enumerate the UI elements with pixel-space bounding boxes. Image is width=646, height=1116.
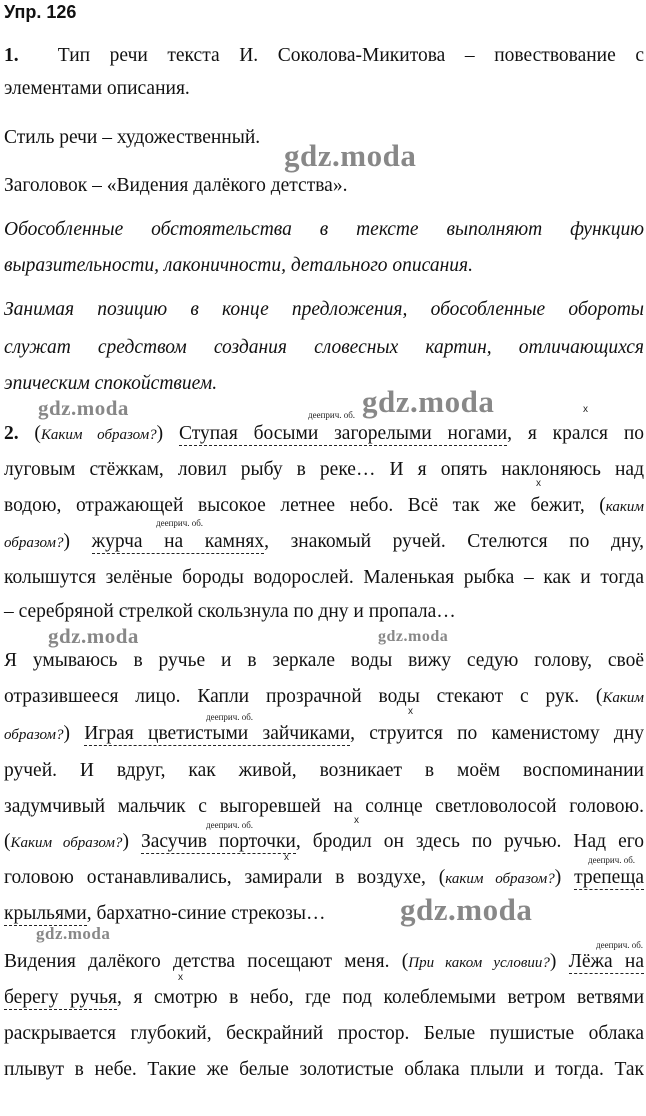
part3-line6: (Каким образом?) Засучив порточки, бродил он здесь по ручью. Над его	[4, 831, 644, 852]
annotation-deepr: дееприч. об.	[206, 820, 254, 830]
participle-phrase: берегу ручья	[4, 987, 117, 1008]
part3-line5: задумчивый мальчик с выгоревшей на солнце светловолосой головою.	[4, 796, 644, 817]
part4-line2	[4, 986, 644, 1010]
part1-line1	[4, 44, 644, 68]
part3-line3-rest: , струится по каменистому дну	[350, 723, 645, 744]
question-label: каким	[605, 499, 644, 515]
part4-line2-rest: , я смотрю в небо, где под колеблемыми ветром ветвями	[116, 987, 645, 1008]
part2-number: 2.	[4, 423, 19, 444]
part3-line7: головою останавливались, замирали в воздухе, (каким образом?) трепеща	[4, 867, 645, 888]
annotation-x: x	[178, 972, 183, 983]
part2-line2: луговым стёжкам, ловил рыбу в реке… И я опять наклоняюсь над	[4, 459, 644, 480]
watermark: gdz.moda	[362, 384, 495, 419]
participle-phrase: Засучив порточки	[140, 831, 296, 852]
question-label: Каким образом?	[10, 835, 123, 851]
question-label: Каким образом?	[40, 427, 157, 443]
watermark: gdz.moda	[36, 924, 111, 943]
part2-line4: образом?) журча на камнях, знакомый ручей. Стелются по дну,	[4, 531, 644, 552]
question-label: каким образом?	[445, 871, 555, 887]
part2-line6: – серебряной стрелкой скользнула по дну и пропала…	[4, 601, 456, 622]
part3-line8	[4, 902, 644, 926]
part3-line7-text: головою останавливались, замирали в воздухе, (	[4, 867, 446, 888]
exercise-title: Упр. 126	[4, 2, 77, 22]
italic2-line1: Занимая позицию в конце предложения, обособленные обороты	[4, 299, 644, 320]
part1-line2: элементами описания.	[4, 78, 190, 99]
part4-line1-text: Видения далёкого детства посещают меня. (	[4, 951, 409, 972]
speech-style-line: Стиль речи – художественный.	[4, 127, 261, 148]
annotation-x: x	[284, 852, 289, 863]
part1-line1-text: Тип речи текста И. Соколова-Микитова – повествование с	[57, 45, 645, 66]
part3-line2	[4, 685, 644, 710]
italic2-line3: эпическим спокойствием.	[4, 373, 218, 394]
question-label: образом?	[4, 535, 64, 551]
participle-phrase: Лёжа на	[568, 951, 644, 972]
heading-line: Заголовок – «Видения далёкого детства».	[4, 175, 348, 196]
part2-line1-rest: , я крался по	[507, 423, 645, 444]
part2-line3-text: водою, отражающей высокое летнее небо. Всё так же бежит, (	[4, 495, 606, 516]
annotation-deepr: дееприч. об.	[308, 410, 356, 420]
part2-line4-rest: , знакомый ручей. Стелются по дну,	[264, 531, 644, 552]
question-label: Каким	[602, 690, 644, 706]
annotation-x: x	[354, 815, 359, 826]
italic1-line1: Обособленные обстоятельства в тексте выполняют функцию	[4, 219, 644, 240]
part3-line8-rest: , бархатно-синие стрекозы…	[86, 903, 326, 924]
annotation-x: x	[583, 404, 588, 415]
part3-line6-rest: , бродил он здесь по ручью. Над его	[295, 831, 644, 852]
italic1-line2: выразительности, лаконичности, детального описания.	[4, 255, 473, 276]
participle-phrase: трепеща	[574, 867, 645, 888]
watermark: gdz.moda	[38, 396, 129, 420]
watermark: gdz.moda	[378, 628, 449, 645]
annotation-deepr: дееприч. об.	[156, 518, 204, 528]
part4-line3: раскрывается глубокий, бескрайний простор. Белые пушистые облака	[4, 1023, 644, 1044]
participle-phrase: Играя цветистыми зайчиками	[84, 723, 351, 744]
part1-number: 1.	[4, 45, 19, 66]
watermark: gdz.moda	[400, 892, 533, 927]
italic2-line2: служат средством создания словесных картин, отличающихся	[4, 337, 644, 358]
annotation-deepr: дееприч. об.	[596, 940, 644, 950]
annotation-x: x	[408, 706, 413, 717]
participle-phrase: Ступая босыми загорелыми ногами	[178, 423, 508, 444]
part3-line4: ручей. И вдруг, как живой, возникает в моём воспоминании	[4, 760, 644, 781]
participle-phrase: крыльями	[4, 903, 87, 924]
part4-line1: Видения далёкого детства посещают меня. (При каком условии?) Лёжа на	[4, 951, 644, 972]
watermark: gdz.moda	[48, 624, 139, 648]
annotation-deepr: дееприч. об.	[206, 712, 254, 722]
part4-line4: плывут в небе. Такие же белые золотистые облака плыли и тогда. Так	[4, 1059, 644, 1080]
question-label: образом?	[4, 727, 64, 743]
part3-line3: образом?) Играя цветистыми зайчиками, струится по каменистому дну	[4, 723, 645, 744]
part2-line1: 2. (Каким образом?) Ступая босыми загорелыми ногами, я крался по	[4, 423, 645, 444]
question-label: При каком условии?	[408, 955, 550, 971]
part2-line3	[4, 494, 644, 519]
watermark: gdz.moda	[284, 138, 417, 173]
annotation-deepr: дееприч. об.	[588, 855, 636, 865]
part2-line5: колышутся зелёные бороды водорослей. Маленькая рыбка – как и тогда	[4, 567, 644, 588]
part3-line1: Я умываюсь в ручье и в зеркале воды вижу седую голову, своё	[4, 650, 644, 671]
participle-phrase: журча на камнях	[91, 531, 265, 552]
annotation-x: x	[536, 478, 541, 489]
part3-line2-text: отразившееся лицо. Капли прозрачной воды стекают с рук. (	[4, 686, 603, 707]
